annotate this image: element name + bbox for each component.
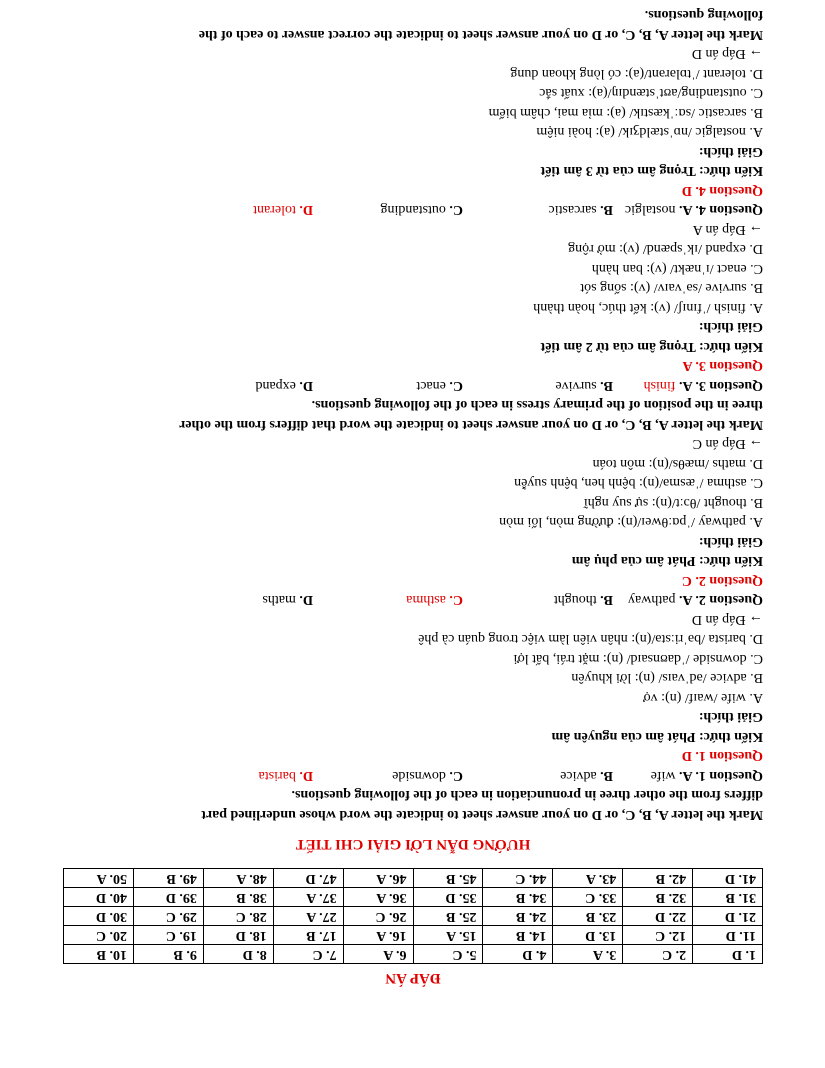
question-3-line-b: B. survive /səˈvaɪv/ (v): sống sót xyxy=(580,280,763,296)
question-3-options xyxy=(63,376,763,396)
answer-key-cell: 29. C xyxy=(133,907,203,926)
option-b-label: B. xyxy=(596,202,613,218)
answer-key-cell: 22. D xyxy=(623,907,693,926)
question-3-line-c: C. enact /ɪˈnækt/ (v): ban hành xyxy=(591,261,763,276)
question-4-option-d: tolerant xyxy=(253,202,296,218)
question-2-line-a: A. pathway /ˈpɑːθweɪ/(n): đường mòn, lối mòn xyxy=(499,514,763,530)
answer-key-cell: 49. B xyxy=(133,869,203,888)
question-4-topic: Kiến thức: Trọng âm của từ 3 âm tiết xyxy=(540,163,763,179)
question-4-line-a: A. nostalgic /nɒˈstældʒɪk/ (a): hoài niệm xyxy=(536,124,763,140)
answer-key-table xyxy=(63,868,763,964)
answer-key-cell: 47. D xyxy=(273,869,343,888)
question-1-result: → Đáp án D xyxy=(691,612,763,627)
answer-key-cell: 21. D xyxy=(693,907,763,926)
question-4-explain-label: Giải thích: xyxy=(698,144,763,159)
option-d-label: D. xyxy=(295,768,313,783)
answer-key-cell: 33. C xyxy=(553,888,623,907)
question-1-line-c: C. downside /ˈdaʊnsaɪd/ (n): mặt trái, bất lợi xyxy=(513,651,763,666)
answer-key-cell: 46. A xyxy=(343,869,413,888)
question-4-line-d: D. tolerant /ˈtɒlərənt/(a): có lòng khoan dung xyxy=(510,66,763,81)
answer-key-cell: 48. A xyxy=(203,869,273,888)
document-content xyxy=(63,5,763,988)
answer-key-row xyxy=(64,907,763,926)
answer-key-cell: 1. D xyxy=(693,945,763,964)
question-3-option-d: expand xyxy=(255,378,296,393)
answer-key-cell: 7. C xyxy=(273,945,343,964)
question-2-option-a: pathway xyxy=(628,592,676,608)
question-1-option-d: barista xyxy=(258,768,296,783)
answer-key-cell: 24. B xyxy=(483,907,553,926)
answer-key-cell: 30. D xyxy=(64,907,134,926)
answer-key-cell: 35. D xyxy=(413,888,483,907)
question-3-result: → Đáp án A xyxy=(692,222,763,237)
answer-key-cell: 40. D xyxy=(64,888,134,907)
question-2-option-b: thought xyxy=(553,592,597,608)
answer-key-cell: 20. C xyxy=(64,926,134,945)
question-3-explain-label: Giải thích: xyxy=(698,319,763,335)
answer-key-cell: 6. A xyxy=(343,945,413,964)
answer-key-cell: 34. B xyxy=(483,888,553,907)
question-3-label: Question 3. A. xyxy=(675,378,763,393)
question-2-explain-label: Giải thích: xyxy=(698,534,763,549)
answer-key-row xyxy=(64,945,763,964)
question-2-label: Question 2. A. xyxy=(675,592,763,608)
question-1-answer: Question 1. D xyxy=(681,748,763,764)
answer-key-cell: 27. A xyxy=(273,907,343,926)
answer-key-row xyxy=(64,869,763,888)
answer-key-cell: 28. C xyxy=(203,907,273,926)
answer-key-cell: 25. B xyxy=(413,907,483,926)
question-3-line-a: A. finish /ˈfɪnɪʃ/ (v): kết thúc, hoàn thành xyxy=(533,300,763,315)
answer-key-cell: 50. A xyxy=(64,869,134,888)
answer-key-cell: 42. B xyxy=(623,869,693,888)
answer-key-cell: 17. B xyxy=(273,926,343,945)
answer-key-cell: 39. D xyxy=(133,888,203,907)
section3-instruction-1: Mark the letter A, B, C, or D on your answer sheet to indicate the correct answer to each of the xyxy=(198,27,763,42)
answer-key-row xyxy=(64,926,763,945)
answer-key-cell: 43. A xyxy=(553,869,623,888)
answer-key-cell: 26. C xyxy=(343,907,413,926)
answer-key-row xyxy=(64,888,763,907)
answer-key-title: ĐÁP ÁN xyxy=(385,970,441,986)
answer-key-cell: 44. C xyxy=(483,869,553,888)
question-1-explain-label: Giải thích: xyxy=(698,709,763,725)
answer-key-cell: 41. D xyxy=(693,869,763,888)
option-d-label: D. xyxy=(295,202,313,218)
question-1-line-a: A. wife /waɪf/ (n): vợ xyxy=(643,690,763,705)
question-4-option-c: outstanding xyxy=(380,202,446,218)
answer-key-cell: 31. B xyxy=(693,888,763,907)
question-4-option-a: nostalgic xyxy=(624,202,676,218)
question-1-option-c: downside xyxy=(392,768,446,783)
answer-key-cell: 32. B xyxy=(623,888,693,907)
option-c-label: C. xyxy=(445,202,463,218)
answer-key-cell: 11. D xyxy=(693,926,763,945)
answer-key-cell: 38. B xyxy=(203,888,273,907)
question-4-label: Question 4. A. xyxy=(675,202,763,218)
question-4-result: → Đáp án D xyxy=(691,46,763,62)
answer-key-cell: 2. C xyxy=(623,945,693,964)
guide-title: HƯỚNG DẪN LỜI GIẢI CHI TIẾT xyxy=(295,836,531,852)
option-c-label: C. xyxy=(445,768,463,783)
option-c-label: C. xyxy=(445,378,463,393)
section1-instruction-2: differs from the other three in pronunciation in each of the following questions. xyxy=(291,787,763,803)
question-4-answer: Question 4. D xyxy=(681,183,763,198)
option-d-label: D. xyxy=(295,592,313,608)
section2-instruction-1: Mark the letter A, B, C, or D on your answer sheet to indicate the word that differs from the other xyxy=(179,417,763,432)
answer-key-cell: 12. C xyxy=(623,926,693,945)
answer-key-cell: 15. A xyxy=(413,926,483,945)
question-3-line-d: D. expand /ɪkˈspænd/ (v): mở rộng xyxy=(568,241,763,257)
answer-key-cell: 18. D xyxy=(203,926,273,945)
section3-instruction-2: following questions. xyxy=(644,7,763,23)
question-2-options xyxy=(63,590,763,610)
question-1-option-a: wife xyxy=(650,768,676,783)
question-3-option-c: enact xyxy=(416,378,446,393)
answer-key-cell: 45. B xyxy=(413,869,483,888)
option-b-label: B. xyxy=(596,378,613,393)
question-1-label: Question 1. A. xyxy=(675,768,763,783)
question-1-options xyxy=(63,766,763,786)
question-3-topic: Kiến thức: Trọng âm của từ 2 âm tiết xyxy=(540,339,763,354)
option-b-label: B. xyxy=(596,592,613,608)
question-1-topic: Kiến thức: Phát âm của nguyên âm xyxy=(551,729,763,744)
question-1-line-b: B. advice /ədˈvaɪs/ (n): lời khuyên xyxy=(571,670,763,686)
question-2-line-d: D. maths /mæθs/(n): môn toán xyxy=(592,456,763,471)
question-4-option-b: sarcastic xyxy=(548,202,597,218)
question-2-line-b: B. thought /θɔːt/(n): sự suy nghĩ xyxy=(583,495,763,510)
question-3-option-b: survive xyxy=(555,378,597,393)
answer-key-cell: 5. C xyxy=(413,945,483,964)
answer-key-cell: 4. D xyxy=(483,945,553,964)
question-1-line-d: D. barista /bəˈriːstə/(n): nhân viên làm việc trong quán cà phê xyxy=(418,631,763,647)
question-2-result: → Đáp án C xyxy=(692,436,763,452)
question-4-line-c: C. outstanding/aʊtˈstændɪŋ/(a): xuất sắc xyxy=(539,85,763,101)
section2-instruction-2: three in the position of the primary stress in each of the following questions. xyxy=(311,397,763,413)
option-c-label: C. xyxy=(445,592,463,608)
answer-key-cell: 3. A xyxy=(553,945,623,964)
answer-key-cell: 23. B xyxy=(553,907,623,926)
answer-key-cell: 36. A xyxy=(343,888,413,907)
answer-key-cell: 19. C xyxy=(133,926,203,945)
question-2-answer: Question 2. C xyxy=(681,573,763,588)
answer-key-cell: 8. D xyxy=(203,945,273,964)
section1-instruction-1: Mark the letter A, B, C, or D on your answer sheet to indicate the word whose underlined part xyxy=(201,807,763,822)
question-3-answer: Question 3. A xyxy=(682,358,763,374)
answer-key-cell: 16. A xyxy=(343,926,413,945)
question-4-options xyxy=(63,200,763,220)
answer-key-cell: 37. A xyxy=(273,888,343,907)
answer-key-cell: 10. B xyxy=(64,945,134,964)
question-2-line-c: C. asthma /ˈæsmə/(n): bệnh hen, bệnh suyễn xyxy=(514,475,763,491)
question-2-option-d: maths xyxy=(262,592,296,608)
question-4-line-b: B. sarcastic /sɑːˈkæstɪk/ (a): mỉa mai, châm biếm xyxy=(488,105,763,120)
option-b-label: B. xyxy=(596,768,613,783)
question-2-topic: Kiến thức: Phát âm của phụ âm xyxy=(571,553,763,569)
question-2-option-c: asthma xyxy=(406,592,446,608)
option-d-label: D. xyxy=(295,378,313,393)
question-1-option-b: advice xyxy=(560,768,597,783)
answer-key-cell: 14. B xyxy=(483,926,553,945)
answer-key-cell: 9. B xyxy=(133,945,203,964)
question-3-option-a: finish xyxy=(643,378,676,393)
answer-key-cell: 13. D xyxy=(553,926,623,945)
